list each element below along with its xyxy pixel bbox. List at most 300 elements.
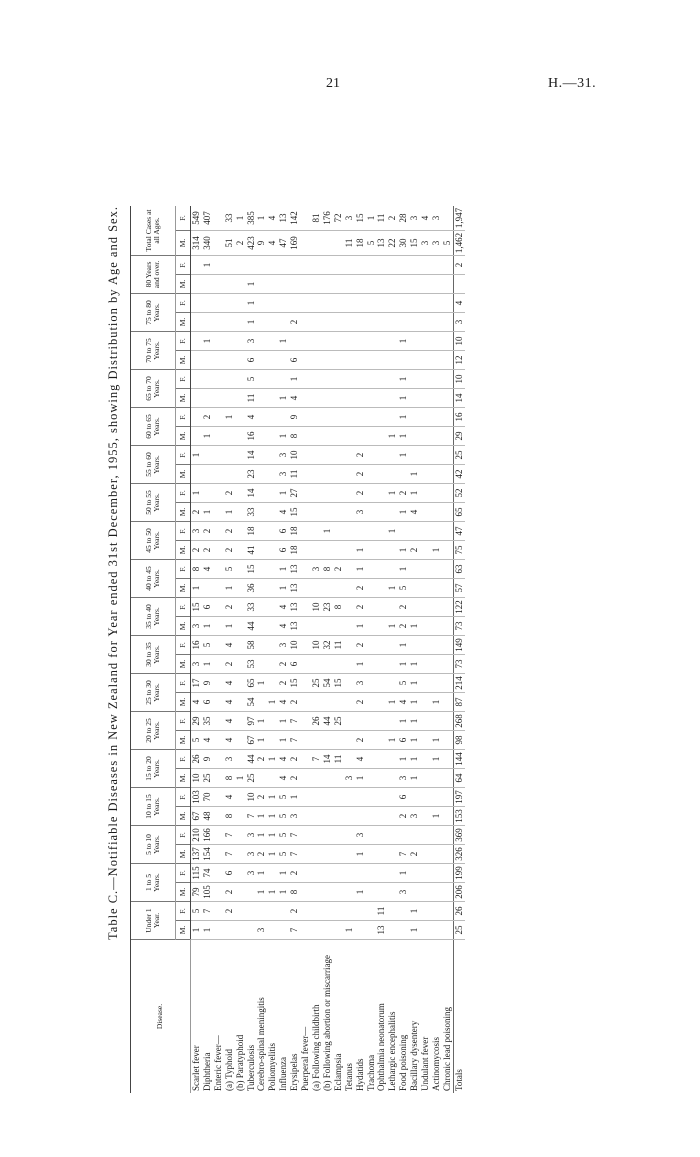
female-count-cell bbox=[191, 332, 202, 351]
male-count-cell bbox=[333, 921, 344, 940]
male-subheader: M. bbox=[176, 845, 191, 864]
male-count-cell bbox=[235, 693, 246, 712]
male-count-cell bbox=[322, 731, 333, 750]
female-count-cell bbox=[420, 902, 431, 921]
male-count-cell bbox=[311, 503, 322, 522]
male-count-cell bbox=[355, 427, 366, 446]
male-count-cell bbox=[442, 731, 453, 750]
male-count-cell: 8 bbox=[224, 769, 235, 788]
female-count-cell bbox=[366, 788, 377, 807]
male-count-cell bbox=[420, 655, 431, 674]
male-count-cell bbox=[213, 541, 224, 560]
male-count-cell bbox=[256, 579, 267, 598]
female-count-cell: 7 bbox=[311, 750, 322, 769]
female-count-cell: 17 bbox=[191, 674, 202, 693]
male-count-cell bbox=[300, 845, 311, 864]
female-count-cell bbox=[442, 206, 453, 231]
male-count-cell bbox=[256, 693, 267, 712]
female-count-cell: 25 bbox=[333, 712, 344, 731]
male-count-cell bbox=[344, 655, 355, 674]
male-count-cell bbox=[322, 693, 333, 712]
female-count-cell: 1 bbox=[398, 712, 409, 731]
male-count-cell: 7 bbox=[246, 807, 257, 826]
female-count-cell bbox=[431, 560, 442, 579]
female-count-cell bbox=[344, 256, 355, 275]
female-count-cell bbox=[235, 712, 246, 731]
male-count-cell bbox=[311, 313, 322, 332]
male-count-cell: 6 bbox=[289, 655, 300, 674]
female-count-cell: 16 bbox=[191, 636, 202, 655]
male-count-cell bbox=[202, 351, 213, 370]
female-count-cell bbox=[366, 294, 377, 313]
male-count-cell bbox=[366, 579, 377, 598]
female-count-cell: 3 bbox=[224, 750, 235, 769]
disease-name: Totals bbox=[453, 940, 464, 1094]
female-subheader: F. bbox=[176, 332, 191, 351]
male-count-cell: 2 bbox=[256, 845, 267, 864]
male-count-cell bbox=[366, 313, 377, 332]
female-count-cell bbox=[235, 636, 246, 655]
male-count-cell bbox=[300, 883, 311, 902]
female-count-cell bbox=[246, 902, 257, 921]
age-group-header: 20 to 25 Years. bbox=[131, 712, 176, 750]
female-count-cell bbox=[366, 826, 377, 845]
male-count-cell: 1 bbox=[278, 427, 289, 446]
female-count-cell bbox=[431, 902, 442, 921]
male-count-cell: 1 bbox=[387, 427, 398, 446]
male-count-cell: 1 bbox=[398, 655, 409, 674]
male-count-cell bbox=[267, 465, 278, 484]
age-group-header: 40 to 45 Years. bbox=[131, 560, 176, 598]
female-count-cell: 11 bbox=[376, 206, 387, 231]
male-count-cell bbox=[376, 313, 387, 332]
female-count-cell bbox=[442, 636, 453, 655]
male-count-cell bbox=[420, 579, 431, 598]
male-count-cell bbox=[431, 351, 442, 370]
female-count-cell: 1 bbox=[398, 636, 409, 655]
female-count-cell bbox=[213, 712, 224, 731]
male-count-cell bbox=[267, 389, 278, 408]
female-subheader: F. bbox=[176, 636, 191, 655]
female-count-cell: 1 bbox=[246, 294, 257, 313]
female-count-cell bbox=[278, 294, 289, 313]
male-count-cell: 1 bbox=[267, 845, 278, 864]
female-count-cell bbox=[366, 484, 377, 503]
female-count-cell: 1 bbox=[355, 560, 366, 579]
female-count-cell: 1 bbox=[398, 750, 409, 769]
female-count-cell bbox=[235, 560, 246, 579]
male-count-cell: 7 bbox=[224, 845, 235, 864]
male-count-cell bbox=[387, 845, 398, 864]
female-count-cell: 13 bbox=[278, 206, 289, 231]
male-count-cell bbox=[213, 921, 224, 940]
female-count-cell bbox=[300, 446, 311, 465]
male-count-cell: 73 bbox=[453, 617, 464, 636]
male-count-cell bbox=[322, 503, 333, 522]
female-count-cell bbox=[442, 750, 453, 769]
male-subheader: M. bbox=[176, 655, 191, 674]
female-count-cell: 1 bbox=[409, 484, 420, 503]
male-count-cell bbox=[420, 883, 431, 902]
female-count-cell: 2 bbox=[289, 864, 300, 883]
male-count-cell bbox=[431, 313, 442, 332]
age-group-header: 50 to 55 Years. bbox=[131, 484, 176, 522]
male-count-cell bbox=[235, 503, 246, 522]
female-count-cell bbox=[235, 446, 246, 465]
male-count-cell bbox=[344, 275, 355, 294]
male-count-cell: 1 bbox=[224, 579, 235, 598]
female-count-cell bbox=[333, 408, 344, 427]
male-subheader: M. bbox=[176, 807, 191, 826]
male-count-cell: 206 bbox=[453, 883, 464, 902]
female-count-cell bbox=[333, 256, 344, 275]
male-count-cell: 1 bbox=[202, 503, 213, 522]
female-count-cell: 25 bbox=[453, 446, 464, 465]
female-count-cell: 74 bbox=[202, 864, 213, 883]
male-count-cell bbox=[376, 807, 387, 826]
female-count-cell bbox=[256, 598, 267, 617]
male-count-cell: 7 bbox=[289, 921, 300, 940]
male-count-cell bbox=[431, 655, 442, 674]
female-count-cell: 3 bbox=[246, 864, 257, 883]
male-count-cell: 2 bbox=[278, 655, 289, 674]
female-count-cell: 199 bbox=[453, 864, 464, 883]
male-count-cell bbox=[333, 313, 344, 332]
male-subheader: M. bbox=[176, 731, 191, 750]
male-count-cell bbox=[322, 617, 333, 636]
male-count-cell bbox=[431, 465, 442, 484]
female-count-cell: 2 bbox=[278, 674, 289, 693]
male-count-cell bbox=[256, 541, 267, 560]
female-count-cell bbox=[311, 788, 322, 807]
female-count-cell: 44 bbox=[246, 750, 257, 769]
female-count-cell bbox=[213, 636, 224, 655]
male-count-cell bbox=[213, 351, 224, 370]
female-count-cell: 1 bbox=[278, 712, 289, 731]
table-row bbox=[333, 206, 344, 1093]
male-count-cell: 87 bbox=[453, 693, 464, 712]
male-count-cell: 6 bbox=[202, 693, 213, 712]
male-count-cell bbox=[409, 351, 420, 370]
female-count-cell bbox=[431, 712, 442, 731]
female-count-cell bbox=[420, 332, 431, 351]
female-count-cell: 10 bbox=[311, 598, 322, 617]
female-count-cell bbox=[191, 294, 202, 313]
female-count-cell: 15 bbox=[191, 598, 202, 617]
female-count-cell bbox=[409, 408, 420, 427]
female-count-cell bbox=[376, 294, 387, 313]
male-count-cell: 11 bbox=[344, 231, 355, 256]
female-count-cell bbox=[387, 902, 398, 921]
male-count-cell bbox=[333, 351, 344, 370]
male-count-cell: 1 bbox=[355, 617, 366, 636]
female-count-cell bbox=[333, 484, 344, 503]
female-count-cell: 7 bbox=[224, 826, 235, 845]
male-count-cell: 10 bbox=[191, 769, 202, 788]
female-count-cell bbox=[442, 864, 453, 883]
female-count-cell: 32 bbox=[322, 636, 333, 655]
female-count-cell bbox=[300, 598, 311, 617]
male-count-cell bbox=[267, 503, 278, 522]
male-count-cell: 29 bbox=[453, 427, 464, 446]
female-count-cell bbox=[431, 446, 442, 465]
female-count-cell bbox=[213, 332, 224, 351]
female-count-cell: 11 bbox=[333, 750, 344, 769]
female-count-cell: 1 bbox=[398, 560, 409, 579]
female-count-cell: 1 bbox=[398, 446, 409, 465]
female-count-cell bbox=[311, 446, 322, 465]
female-count-cell bbox=[300, 902, 311, 921]
male-count-cell: 18 bbox=[289, 541, 300, 560]
female-count-cell bbox=[376, 370, 387, 389]
notifiable-diseases-table bbox=[130, 206, 465, 1093]
male-count-cell bbox=[344, 465, 355, 484]
female-count-cell bbox=[409, 256, 420, 275]
male-count-cell: 1 bbox=[267, 693, 278, 712]
male-count-cell bbox=[311, 351, 322, 370]
female-count-cell bbox=[420, 522, 431, 541]
male-count-cell bbox=[420, 807, 431, 826]
male-count-cell bbox=[300, 655, 311, 674]
male-count-cell bbox=[300, 579, 311, 598]
male-count-cell bbox=[322, 655, 333, 674]
female-count-cell: 10 bbox=[289, 446, 300, 465]
female-count-cell bbox=[376, 674, 387, 693]
female-count-cell: 149 bbox=[453, 636, 464, 655]
male-count-cell bbox=[235, 427, 246, 446]
male-count-cell bbox=[431, 427, 442, 446]
female-count-cell bbox=[431, 598, 442, 617]
female-count-cell bbox=[333, 370, 344, 389]
female-count-cell: 142 bbox=[289, 206, 300, 231]
female-count-cell bbox=[431, 674, 442, 693]
male-count-cell: 1 bbox=[246, 275, 257, 294]
female-count-cell bbox=[442, 712, 453, 731]
female-count-cell: 1 bbox=[289, 788, 300, 807]
male-count-cell: 326 bbox=[453, 845, 464, 864]
female-subheader: F. bbox=[176, 370, 191, 389]
female-count-cell: 1 bbox=[387, 522, 398, 541]
male-count-cell: 1 bbox=[409, 655, 420, 674]
female-subheader: F. bbox=[176, 206, 191, 231]
female-count-cell bbox=[333, 294, 344, 313]
female-count-cell bbox=[235, 522, 246, 541]
male-count-cell: 137 bbox=[191, 845, 202, 864]
male-count-cell: 1 bbox=[409, 693, 420, 712]
male-count-cell: 2 bbox=[289, 693, 300, 712]
female-count-cell: 5 bbox=[224, 560, 235, 579]
male-count-cell: 44 bbox=[246, 617, 257, 636]
female-count-cell bbox=[420, 560, 431, 579]
female-count-cell bbox=[333, 826, 344, 845]
female-count-cell: 3 bbox=[246, 826, 257, 845]
male-count-cell: 8 bbox=[224, 807, 235, 826]
female-count-cell bbox=[213, 864, 224, 883]
male-count-cell: 1 bbox=[224, 503, 235, 522]
female-count-cell bbox=[376, 408, 387, 427]
female-count-cell bbox=[333, 902, 344, 921]
female-count-cell bbox=[235, 864, 246, 883]
male-count-cell bbox=[442, 427, 453, 446]
male-subheader: M. bbox=[176, 389, 191, 408]
female-count-cell bbox=[256, 446, 267, 465]
male-count-cell: 13 bbox=[289, 617, 300, 636]
male-count-cell bbox=[278, 313, 289, 332]
female-count-cell bbox=[267, 294, 278, 313]
male-count-cell bbox=[431, 921, 442, 940]
female-count-cell bbox=[366, 864, 377, 883]
female-count-cell: 13 bbox=[289, 560, 300, 579]
female-count-cell bbox=[355, 522, 366, 541]
male-count-cell: 12 bbox=[453, 351, 464, 370]
age-group-header: 1 to 5 Years. bbox=[131, 864, 176, 902]
male-count-cell bbox=[344, 845, 355, 864]
female-count-cell: 6 bbox=[224, 864, 235, 883]
male-count-cell: 4 bbox=[278, 617, 289, 636]
male-count-cell bbox=[333, 845, 344, 864]
male-count-cell bbox=[442, 693, 453, 712]
male-count-cell bbox=[387, 769, 398, 788]
table-row bbox=[366, 206, 377, 1093]
female-count-cell bbox=[420, 826, 431, 845]
female-count-cell bbox=[376, 332, 387, 351]
male-count-cell bbox=[442, 389, 453, 408]
male-count-cell bbox=[344, 617, 355, 636]
female-count-cell: 1 bbox=[278, 484, 289, 503]
female-count-cell: 1 bbox=[256, 712, 267, 731]
male-count-cell bbox=[235, 541, 246, 560]
male-count-cell bbox=[355, 275, 366, 294]
female-count-cell bbox=[311, 408, 322, 427]
male-count-cell bbox=[267, 617, 278, 636]
male-count-cell: 4 bbox=[224, 731, 235, 750]
male-count-cell: 15 bbox=[409, 231, 420, 256]
female-count-cell bbox=[398, 256, 409, 275]
male-count-cell bbox=[333, 275, 344, 294]
male-count-cell bbox=[213, 579, 224, 598]
female-count-cell bbox=[376, 256, 387, 275]
male-count-cell: 2 bbox=[224, 541, 235, 560]
male-count-cell: 18 bbox=[355, 231, 366, 256]
male-count-cell: 2 bbox=[224, 655, 235, 674]
female-count-cell: 3 bbox=[355, 674, 366, 693]
male-count-cell bbox=[300, 427, 311, 446]
male-count-cell: 2 bbox=[355, 465, 366, 484]
table-row bbox=[409, 206, 420, 1093]
female-count-cell: 1 bbox=[256, 864, 267, 883]
male-subheader: M. bbox=[176, 883, 191, 902]
male-count-cell bbox=[267, 579, 278, 598]
female-count-cell bbox=[278, 902, 289, 921]
female-count-cell bbox=[300, 408, 311, 427]
male-count-cell: 1 bbox=[355, 769, 366, 788]
female-count-cell bbox=[420, 294, 431, 313]
male-count-cell bbox=[213, 275, 224, 294]
female-count-cell: 1 bbox=[235, 206, 246, 231]
male-count-cell bbox=[311, 389, 322, 408]
male-subheader: M. bbox=[176, 769, 191, 788]
female-count-cell: 58 bbox=[246, 636, 257, 655]
male-count-cell bbox=[442, 921, 453, 940]
male-count-cell bbox=[300, 313, 311, 332]
female-count-cell bbox=[267, 864, 278, 883]
male-count-cell: 8 bbox=[289, 883, 300, 902]
female-count-cell bbox=[442, 484, 453, 503]
female-count-cell: 16 bbox=[453, 408, 464, 427]
disease-name: Eclampsia bbox=[332, 1053, 343, 1091]
female-count-cell bbox=[409, 446, 420, 465]
male-count-cell bbox=[333, 883, 344, 902]
female-count-cell bbox=[409, 294, 420, 313]
female-count-cell bbox=[376, 712, 387, 731]
male-count-cell bbox=[376, 883, 387, 902]
female-count-cell: 3 bbox=[355, 826, 366, 845]
male-count-cell bbox=[344, 807, 355, 826]
female-count-cell: 4 bbox=[453, 294, 464, 313]
male-count-cell bbox=[376, 427, 387, 446]
male-count-cell bbox=[202, 579, 213, 598]
female-count-cell: 1 bbox=[224, 408, 235, 427]
female-count-cell bbox=[300, 294, 311, 313]
female-count-cell: 9 bbox=[289, 408, 300, 427]
male-count-cell bbox=[213, 693, 224, 712]
male-count-cell bbox=[300, 389, 311, 408]
female-count-cell bbox=[420, 598, 431, 617]
female-count-cell: 1 bbox=[267, 826, 278, 845]
female-count-cell: 144 bbox=[453, 750, 464, 769]
female-count-cell bbox=[420, 446, 431, 465]
male-count-cell: 41 bbox=[246, 541, 257, 560]
male-count-cell: 3 bbox=[355, 503, 366, 522]
male-count-cell bbox=[235, 389, 246, 408]
female-count-cell bbox=[398, 522, 409, 541]
female-count-cell bbox=[420, 674, 431, 693]
disease-name: (a) Following childbirth bbox=[310, 1004, 321, 1091]
female-count-cell bbox=[344, 598, 355, 617]
male-count-cell: 1 bbox=[398, 503, 409, 522]
female-count-cell: 52 bbox=[453, 484, 464, 503]
male-count-cell bbox=[398, 351, 409, 370]
female-count-cell: 1 bbox=[202, 256, 213, 275]
female-count-cell bbox=[213, 408, 224, 427]
male-count-cell bbox=[366, 731, 377, 750]
male-count-cell: 169 bbox=[289, 231, 300, 256]
table-row bbox=[311, 206, 322, 1093]
female-count-cell bbox=[366, 636, 377, 655]
female-count-cell: 8 bbox=[322, 560, 333, 579]
male-subheader: M. bbox=[176, 693, 191, 712]
male-count-cell bbox=[420, 921, 431, 940]
female-count-cell bbox=[289, 332, 300, 351]
female-count-cell bbox=[213, 598, 224, 617]
female-count-cell bbox=[300, 750, 311, 769]
table-row bbox=[322, 206, 333, 1093]
female-count-cell bbox=[344, 294, 355, 313]
male-count-cell: 153 bbox=[453, 807, 464, 826]
female-count-cell: 103 bbox=[191, 788, 202, 807]
male-count-cell bbox=[333, 427, 344, 446]
male-count-cell: 1 bbox=[387, 617, 398, 636]
male-count-cell: 1 bbox=[344, 921, 355, 940]
male-count-cell: 54 bbox=[246, 693, 257, 712]
female-count-cell bbox=[191, 370, 202, 389]
female-count-cell: 70 bbox=[202, 788, 213, 807]
male-count-cell bbox=[409, 883, 420, 902]
male-count-cell: 16 bbox=[246, 427, 257, 446]
male-count-cell: 2 bbox=[224, 883, 235, 902]
disease-name: Scarlet fever bbox=[191, 1045, 201, 1091]
age-group-header: Total Cases at all Ages. bbox=[131, 206, 176, 256]
